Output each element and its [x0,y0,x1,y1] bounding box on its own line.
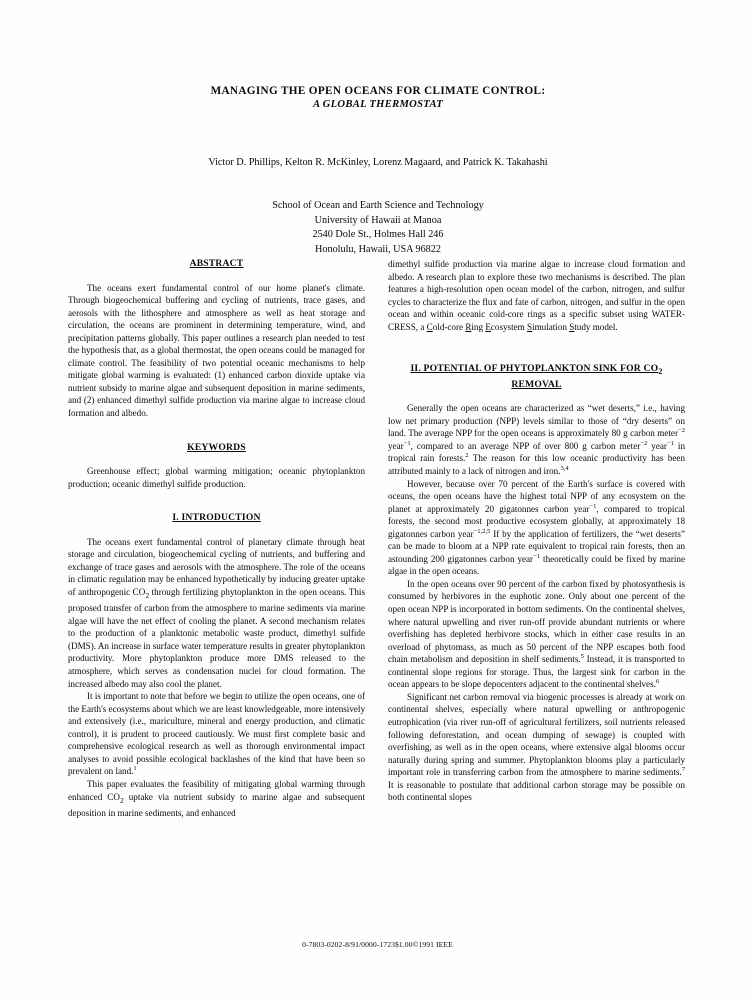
watercress-imulation: imulation [532,321,570,332]
intro-p1-text-a: The oceans exert fundamental control of planetary climate through heat storage and circulation, biogeochemical cycling of nutrients, and buffering and exchange of trace gases and aerosols with the atmosphere. The role of the oceans in climatic regulation may be enhanced hypothetically by inducing greater uptake of anthropogenic CO [68,536,365,597]
introduction-heading-label: I. INTRODUCTION [172,512,261,524]
left-column [68,258,365,819]
section-2-heading-line-2: REMOVAL [511,378,562,390]
watercress-s1: S [527,321,533,332]
section-2-co2-subscript: 2 [658,367,663,377]
s2-p1-b: year [388,440,404,451]
watercress-tudy: tudy model. [574,321,618,332]
footer [0,940,755,949]
unit-exponent-5: −1 [589,502,597,510]
keywords-heading-label: KEYWORDS [187,441,246,453]
co2-subscript-1: 2 [145,590,150,600]
s2-p3-b: Instead, it is transported to continental slope regions for storage. Thus, the largest sink for carbon in the ocean appears to be slope depocenters adjacent to the continental shelves. [388,654,685,690]
author-list: Victor D. Phillips, Kelton R. McKinley, Lorenz Magaard, and Patrick K. Takahashi [208,157,548,168]
affiliation-line-1: School of Ocean and Earth Science and Technology [272,200,484,211]
page-title: MANAGING THE OPEN OCEANS FOR CLIMATE CONTROL: [210,85,546,97]
spacer-after-keywords [68,490,365,512]
s2-p1-d: year [647,440,667,451]
affiliation-line-2: University of Hawaii at Manoa [314,214,442,226]
s2-p2-d: theoretically could be fixed by marine algae in the open oceans. [388,553,685,577]
affiliation-block [68,199,688,257]
s2-p2-c: If by the application of fertilizers, the “wet deserts” can be made to bloom at a NPP rate equivalent to tropical rain forests, then an astounding 200 gigatonnes carbon year [388,528,685,564]
s2-p1-a: Generally the open oceans are characterized as “wet deserts,” i.e., having low net primary production (NPP) levels similar to those of “dry deserts” on land. The average NPP for the open oceans is approximately 80 g carbon meter [388,403,685,439]
watercress-ing: ing [471,321,486,332]
citation-2-5: −1,2,5 [473,527,491,535]
co2-subscript-2: 2 [119,795,124,805]
watercress-s2: S [569,321,575,332]
keywords-heading [68,442,365,455]
unit-exponent-4: −1 [666,439,674,447]
section2-paragraph-2 [388,478,685,578]
right-column [388,258,685,804]
intro-paragraph-3 [68,778,365,819]
citation-6: 6 [655,678,660,686]
intro-p1-text-b: through fertilizing phytoplankton in the open oceans. This proposed transfer of carbon from the atmosphere to marine sediments via marine algae will have the net effect of cooling the planet. A second mechanism relates to the production of a planktonic metabolic waste product, dimethyl sulfide (DMS). An increase in surface water temperature results in greater phytoplankton productivity. More phytoplankton produce more DMS released to the atmosphere, which serves as condensation nuclei for cloud formation. The increased albedo may also cool the planet. [68,586,365,689]
section2-paragraph-3 [388,578,685,691]
abstract-continuation [388,258,685,333]
abstract-heading-label: ABSTRACT [189,258,244,269]
abstract-heading [68,258,365,271]
citation-5: 5 [580,653,584,661]
citation-2: 2 [465,452,469,460]
abstract-cont-text: dimethyl sulfide production via marine algae to increase cloud formation and albedo. A research plan to explore these two mechanisms is described. The plan features a high-resolution open ocean model of the carbon, nitrogen, and sulfur cycles to characterize the flux and fate of carbon, nitrogen, and sulfur in the open ocean and within oceanic cold-core rings as a specific subset using WATER-CRESS, a [388,259,685,332]
citation-7: 7 [681,766,685,774]
spacer-after-abstract [68,420,365,442]
watercress-cosystem: cosystem [490,321,527,332]
affiliation-line-3: 2540 Dole St., Holmes Hall 246 [312,229,444,241]
s2-p2-b: , compared to tropical forests, the second most productive ecosystem globally, at approximately 18 gigatonnes carbon year [388,503,685,539]
unit-exponent-6: −1 [533,552,541,560]
page-subtitle: A GLOBAL THERMOSTAT [312,99,444,110]
unit-exponent-2: −1 [403,439,411,447]
abstract-paragraph: The oceans exert fundamental control of our home planet's climate. Through biogeochemical buffering and cycling of nutrients, trace gases, and aerosols with the lithosphere and atmosphere as well as heat storage and circulation, the oceans are prominent in determining temperature, wind, and precipitation patterns globally. This paper outlines a research plan needed to test the hypothesis that, as a global thermostat, the open oceans could be managed for climate control. The feasibility of two potential oceanic mechanisms to help mitigate global warming is evaluated: (1) enhanced carbon dioxide uptake via nutrient subsidy to marine algae and subsequent deposition in marine sediments, and (2) enhanced dimethyl sulfide production via marine algae to increase cloud formation and albedo. [68,282,365,419]
unit-exponent-3: −2 [640,439,648,447]
introduction-heading [68,512,365,525]
unit-exponent-1: −2 [677,427,685,435]
s2-p1-e: in tropical rain forests. [388,440,685,464]
watercress-e: E [485,321,491,332]
s2-p1-f: The reason for this low oceanic productivity has been attributed mainly to a lack of nitrogen and iron. [388,453,685,477]
watercress-old: old-core [432,321,466,332]
intro-p3-text-a: This paper evaluates the feasibility of mitigating global warming through enhanced CO [68,778,365,802]
watercress-r: R [465,321,472,332]
spacer-before-section-2 [388,333,685,363]
section-2-heading [388,363,685,391]
s2-p2-a: However, because over 70 percent of the Earth's surface is covered with oceans, the open oceans have the highest total NPP of any ecosystem on the planet at approximately 20 gigatonnes carbon year [388,478,685,514]
section2-paragraph-1 [388,402,685,477]
section-2-heading-line-1: II. POTENTIAL OF PHYTOPLANKTON SINK FOR CO [410,363,659,375]
s2-p4-a: Significant net carbon removal via biogenic processes is already at work on continental shelves, especially where natural upwelling or anthropogenic eutrophication (via river run-off of agricultural fertilizers, soil nutrients released following deforestation, and ocean dumping of sewage) is coupled with overfishing, as well as in the open oceans, where extensive algal blooms occur naturally during spring and summer. Phytoplankton blooms play a particularly important role in transferring carbon from the atmosphere to marine sediments. [388,691,685,778]
s2-p3-a: In the open oceans over 90 percent of the carbon fixed by photosynthesis is consumed by herbivores in the euphotic zone. Only about one percent of the open ocean NPP is incorporated in bottom sediments. On the continental shelves, where natural upwelling and river run-off provide abundant nutrients or where overfishing has depleted herbivore stocks, which in either case results in an overload of phytomass, as much as 50 percent of the NPP escapes both food chain metabolism and deposition in shelf sediments. [388,578,685,665]
intro-p3-text-b: uptake via nutrient subsidy to marine algae and subsequent deposition in marine sediments, and enhanced [68,791,365,818]
copyright-line: 0-7803-0202-8/91/0000-1723$1.00©1991 IEEE [302,940,453,949]
intro-paragraph-1 [68,536,365,690]
affiliation-line-4: Honolulu, Hawaii, USA 96822 [315,243,441,255]
intro-p2-text-a: It is important to note that before we begin to utilize the open oceans, one of the Earth's ecosystems about which we are least knowledgeable, more intensively and extensively (i.e., mariculture, mineral and energy production, and climatic control), it is prudent to proceed cautiously. We must first complete basic and comprehensive ecological research as well as thorough environmental impact analyses to avoid possible ecological backlashes of the kind that have been so prevalent on land. [68,691,365,777]
s2-p4-b: It is reasonable to postulate that additional carbon storage may be possible on both continental slopes [388,779,685,803]
intro-paragraph-2 [68,690,365,778]
citation-1: 1 [133,765,137,773]
citation-3-4: 3,4 [560,464,569,472]
section2-paragraph-4 [388,691,685,804]
watercress-c: C [426,321,433,332]
s2-p1-c: , compared to an average NPP of over 800 g carbon meter [410,440,641,451]
paper-header [68,84,688,257]
keywords-paragraph: Greenhouse effect; global warming mitigation; oceanic phytoplankton production; oceanic dimethyl sulfide production. [68,466,365,489]
